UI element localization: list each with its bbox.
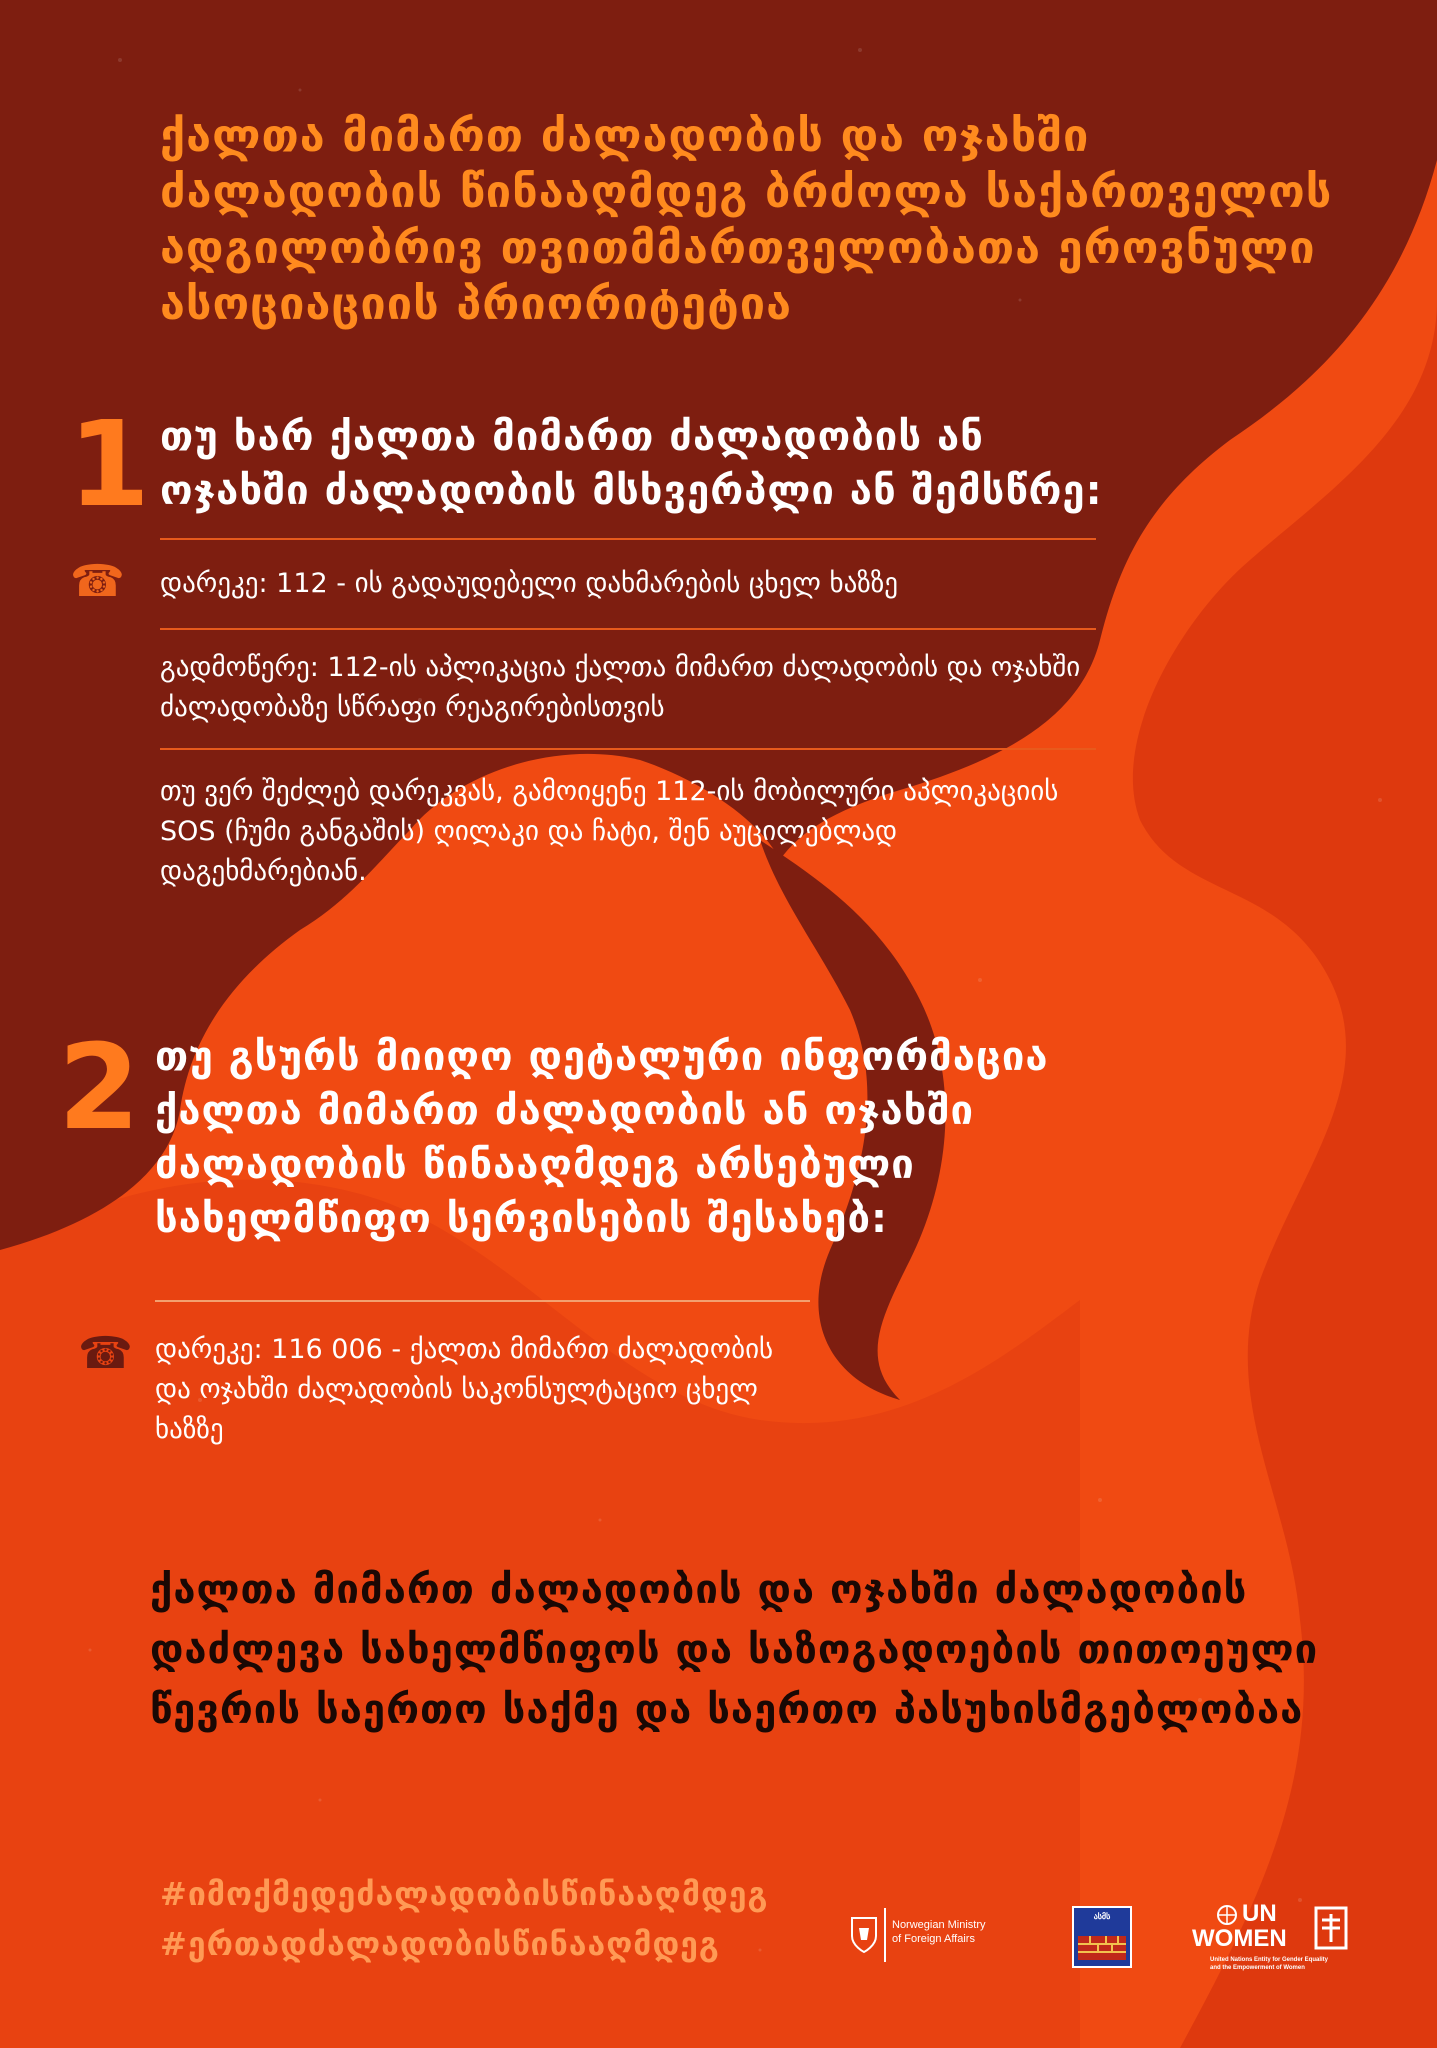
section-1-item-2: გადმოწერე: 112-ის აპლიკაცია ქალთა მიმართ ძალადობის და ოჯახში ძალადობაზე სწრაფი რეაგირებისთვის [160,652,1081,723]
unwomen-logo [1192,1902,1352,1978]
hashtag-1: #იმოქმედეძალადობისწინააღმდეგ [160,1875,769,1913]
logo-divider [884,1908,886,1962]
norway-logo-line-1: Norwegian Ministry [892,1919,986,1931]
section-2-number: 2 [58,1018,141,1156]
un-emblem-icon [1216,1904,1238,1926]
unwomen-logo-sub-2: and the Empowerment of Women [1210,1965,1305,1971]
norway-logo-line-2: of Foreign Affairs [892,1933,975,1945]
divider [155,1300,810,1302]
norway-crest-icon [850,1914,878,1954]
nalag-logo-label: ასმს [1093,1912,1111,1921]
unwomen-logo-un: UN [1242,1900,1277,1927]
hashtag-2: #ერთადძალადობისწინააღმდეგ [160,1925,720,1963]
section-2-item-1: დარეკე: 116 006 - ქალთა მიმართ ძალადობის და ოჯახში ძალადობის საკონსულტაციო ცხელ ხაზზე [155,1334,774,1445]
section-1-heading: თუ ხარ ქალთა მიმართ ძალადობის ან ოჯახში ძალადობის მსხვერპლი ან შემსწრე: [160,414,1103,514]
telephone-icon: ☎ [78,1328,133,1379]
unwomen-logo-women: WOMEN [1192,1925,1287,1952]
divider [160,538,1096,540]
divider [160,628,1096,630]
section-2-heading: თუ გსურს მიიღო დეტალური ინფორმაცია ქალთა მიმართ ძალადობის ან ოჯახში ძალადობის წინააღმდეგ არსებული სახელმწიფო სერვისების შესახებ: [155,1034,1049,1242]
norway-logo [850,1908,1010,1964]
section-1-item-3: თუ ვერ შეძლებ დარეკვას, გამოიყენე 112-ის მობილური აპლიკაციის SOS (ჩუმი განგაშის) ღილაკი და ჩატი, შენ აუცილებლად დაგეხმარებიან. [160,776,1059,887]
section-1-item-1: დარეკე: 112 - ის გადაუდებელი დახმარების ცხელ ხაზზე [160,568,899,599]
section-1-number: 1 [68,395,151,533]
page-title: ქალთა მიმართ ძალადობის და ოჯახში ძალადობის წინააღმდეგ ბრძოლა საქართველოს ადგილობრივ თვითმმართველობათა ეროვნული ასოციაციის პრიორიტეტია [160,109,1333,330]
nalag-logo [1072,1906,1132,1968]
divider [160,748,1096,750]
slogan: ქალთა მიმართ ძალადობის და ოჯახში ძალადობის დაძლევა სახელმწიფოს და საზოგადოების თითოეული წევრის საერთო საქმე და საერთო პასუხისმგებლობაა [150,1567,1319,1733]
equality-symbol-icon [1314,1906,1348,1950]
unwomen-logo-sub-1: United Nations Entity for Gender Equality [1210,1957,1329,1963]
telephone-icon: ☎ [70,556,125,607]
